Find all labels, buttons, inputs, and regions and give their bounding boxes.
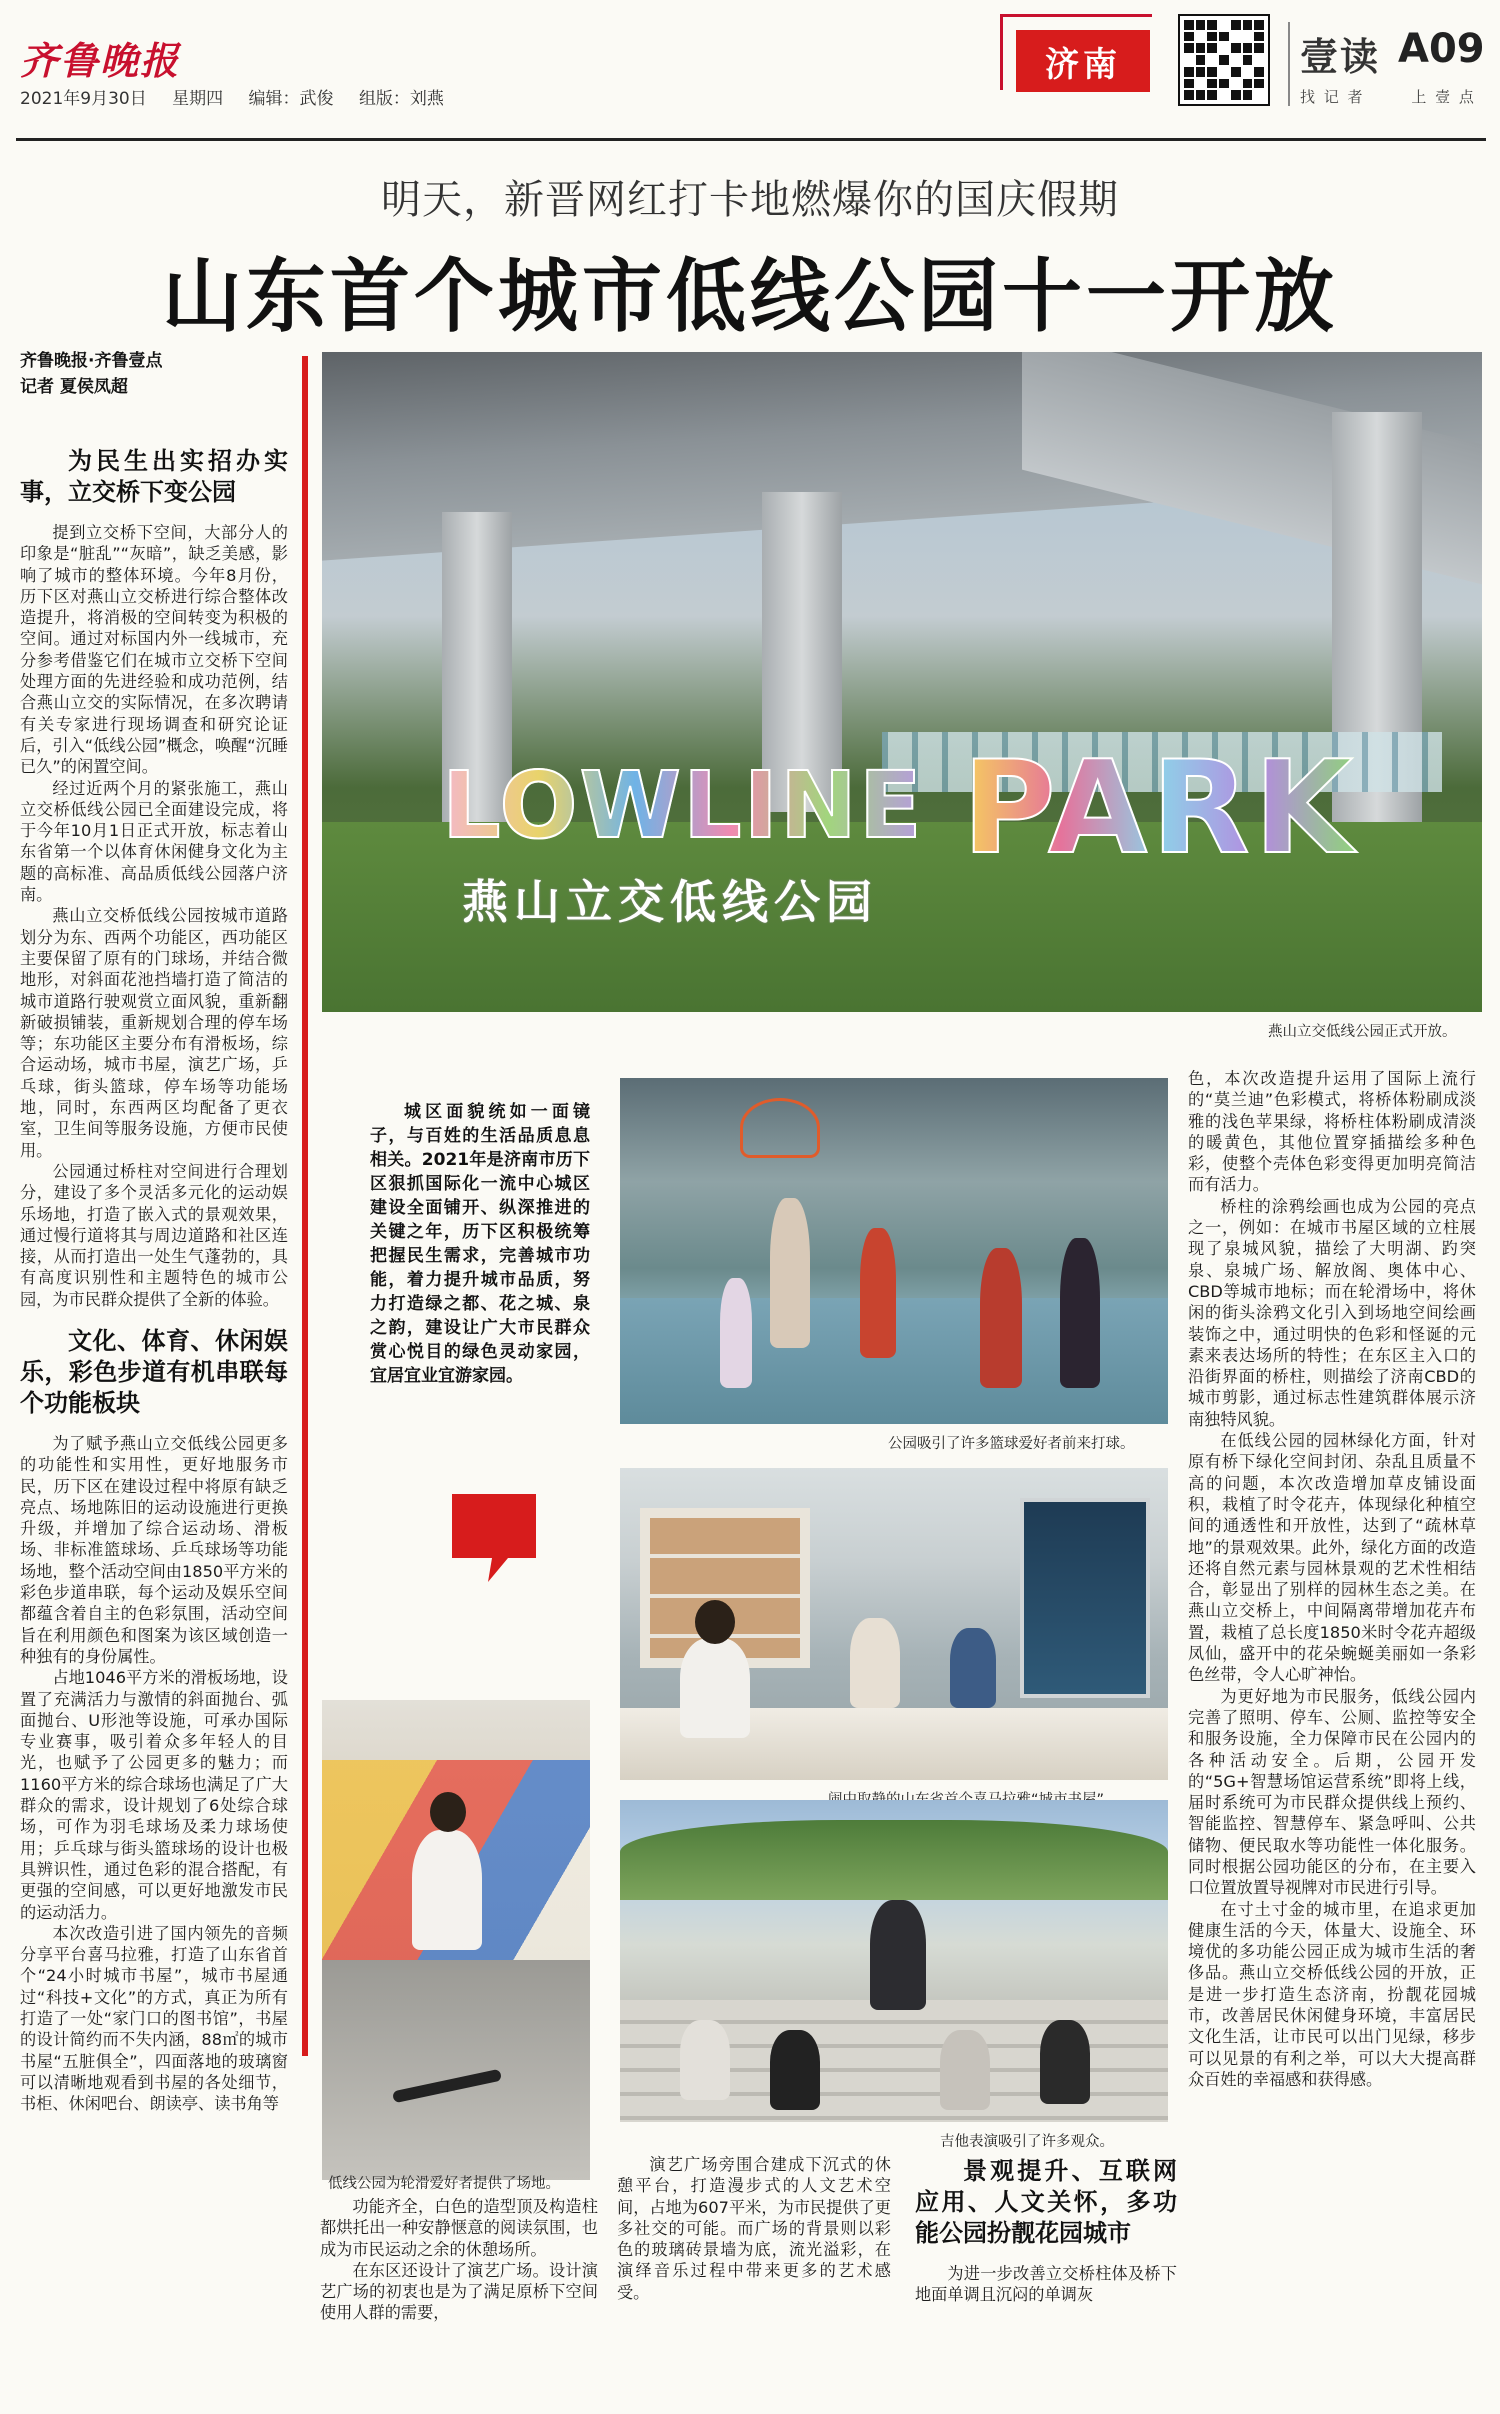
issue-weekday: 星期四 — [172, 89, 224, 109]
paragraph: 色，本次改造提升运用了国际上流行的“莫兰迪”色彩模式，将桥体粉刷成淡雅的浅色苹果绿，将桥柱体粉刷成清淡的暖黄色，其他位置穿插描绘多种色彩，使整个壳体色彩变得更加明亮简洁而有活力。 — [1188, 1069, 1476, 1195]
paragraph: 本次改造引进了国内领先的音频分享平台喜马拉雅，打造了山东省首个“24小时城市书屋”，城市书屋通过“科技+文化”的方式，真正为所有打造了一处“家门口的图书馆”，书屋的设计简约而不失内涵，88㎡的城市书屋“五脏俱全”，四面落地的玻璃窗可以清晰地观看到书屋的各处细节，书柜、休闲吧台、朗读亭、读书角等 — [20, 1923, 288, 2114]
paragraph: 为进一步改善立交桥柱体及桥下地面单调且沉闷的单调灰 — [915, 2264, 1177, 2305]
paragraph: 演艺广场旁围合建成下沉式的休憩平台，打造漫步式的人文艺术空间，占地为607平米，为市民提供了更多社交的可能。而广场的背景则以彩色的玻璃砖景墙为底，流光溢彩，在演绎音乐过程中带来更多的艺术感受。 — [617, 2155, 891, 2302]
paragraph: 公园通过桥柱对空间进行合理划分，建设了多个灵活多元化的运动娱乐场地，打造了嵌入式的景观效果，通过慢行道将其与周边道路和社区连接，从而打造出一处生气蓬勃的，具有高度识别性和主题特色的城市公园，为市民群众提供了全新的体验。 — [20, 1161, 288, 1309]
photo-caption-skateboard: 低线公园为轮滑爱好者提供了场地。 — [328, 2176, 560, 2192]
byline — [20, 348, 162, 400]
paragraph: 在低线公园的园林绿化方面，针对原有桥下绿化空间封闭、杂乱且质量不高的问题，本次改造增加草皮铺设面积，栽植了时令花卉，体现绿化种植空间的通透性和开放性，达到了“疏林草地”的景观效果。此外，绿化方面的改造还将自然元素与园林景观的艺术性相结合，彰显出了别样的园林生态之美。在燕山立交桥上，中间隔离带增加花卉布置，栽植了总长度1850米时令花卉超级凤仙，盛开中的花朵蜿蜒美丽如一条彩色丝带，令人心旷神怡。 — [1188, 1431, 1476, 1685]
sign-chinese: 燕山立交低线公园 — [462, 875, 878, 929]
skate-ramp — [322, 1960, 590, 2180]
player — [980, 1248, 1022, 1388]
quote-mark-icon — [448, 1490, 540, 1586]
qr-code-icon[interactable] — [1178, 14, 1270, 106]
reader-head — [695, 1600, 735, 1644]
editor-quote — [370, 1100, 590, 1388]
paragraph: 为更好地为市民服务，低线公园内完善了照明、停车、公厕、监控等安全和服务设施，全力保障市民在公园内的各种活动安全。后期，公园开发的“5G+智慧场馆运营系统”即将上线，届时系统可为市民群众提供线上预约、智能监控、智慧停车、紧急呼叫、公共储物、便民取水等功能性一体化服务。同时根据公园功能区的分布，在主要入口位置放置导视牌对市民进行引导。 — [1188, 1686, 1476, 1898]
player — [1060, 1238, 1100, 1388]
tree-line — [620, 1820, 1168, 1900]
photo-caption-basketball: 公园吸引了许多篮球爱好者前来打球。 — [888, 1436, 1135, 1452]
photo-city-bookstore — [620, 1468, 1168, 1780]
tagline-left: 找 记 者 — [1300, 88, 1365, 106]
editor-credit: 编辑：武俊 — [248, 89, 334, 109]
basketball-hoop — [740, 1098, 820, 1158]
masthead — [0, 0, 1500, 140]
paragraph: 在寸土寸金的城市里，在追求更加健康生活的今天，体量大、设施全、环境优的多功能公园正成为城市生活的奢侈品。燕山立交桥低线公园的开放，正是进一步打造生态济南，扮靓花园城市，改善居民休闲健身环境，丰富居民文化生活，让市民可以出门见绿，移步可以见景的有利之举，可以大大提高群众百姓的幸福感和获得感。 — [1188, 1899, 1476, 2089]
paragraph: 燕山立交桥低线公园按城市道路划分为东、西两个功能区，西功能区主要保留了原有的门球场，并结合微地形，对斜面花池挡墙打造了简洁的城市道路行驶观赏立面风貌，重新翻新破损铺装，重新规划合理的停车场等；东功能区主要分布有滑板场，综合运动场，城市书屋，演艺广场，乒乓球，街头篮球，停车场等功能场地，同时，东西两区均配备了更衣室，卫生间等服务设施，方便市民使用。 — [20, 906, 288, 1160]
article-headline: 山东首个城市低线公园十一开放 — [162, 250, 1338, 343]
city-tag: 济南 — [1016, 30, 1150, 92]
subhead-3: 景观提升、互联网应用、人文关怀，多功能公园扮靓花园城市 — [915, 2157, 1177, 2247]
paragraph: 占地1046平方米的滑板场地，设置了充满活力与激情的斜面抛台、弧面抛台、U形池等设施，可承办国际专业赛事，吸引着众多年轻人的目光，也赋予了公园更多的魅力；而1160平方米的综合球场也满足了广大群众的需求，设计规划了6处综合球场，可作为羽毛球场及柔力球场使用；乒乓球与街头篮球场的设计也极具辨识性，通过色彩的混合搭配，有更强的空间感，可以更好地激发市民的运动活力。 — [20, 1668, 288, 1922]
quote-text: 城区面貌统如一面镜子，与百姓的生活品质息息相关。2021年是济南市历下区狠抓国际化一流中心城区建设全面铺开、纵深推进的关键之年，历下区积极统筹把握民生需求，完善城市功能，着力提升城市品质，努力打造绿之都、花之城、泉之韵，建设让广大市民群众赏心悦目的绿色灵动家园，宜居宜业宜游家园。 — [370, 1102, 590, 1386]
bookstore-entrance — [1020, 1498, 1150, 1698]
newspaper-logo: 齐鲁晚报 — [20, 38, 181, 83]
subhead-1: 为民生出实招办实事，立交桥下变公园 — [20, 447, 288, 506]
article-column-3 — [617, 2154, 891, 2406]
player — [860, 1228, 896, 1358]
article-column-3b — [915, 2156, 1177, 2406]
audience-member — [940, 2030, 990, 2110]
sign-lowline: LOWLINE — [442, 752, 924, 859]
photo-caption-main: 燕山立交低线公园正式开放。 — [1268, 1024, 1457, 1040]
page-number: A09 — [1398, 26, 1485, 72]
paragraph: 为了赋予燕山立交低线公园更多的功能性和实用性，更好地服务市民，历下区在建设过程中将原有缺乏亮点、场地陈旧的运动设施进行更换升级，并增加了综合运动场、滑板场、非标准篮球场、乒乓球场等功能场地，整个活动空间由1850平方米的彩色步道串联，每个运动及娱乐空间都蕴含着自主的色彩氛围，活动空间旨在利用颜色和图案为该区域创造一种独有的身份属性。 — [20, 1433, 288, 1666]
audience-member — [1040, 2020, 1090, 2104]
article-kicker: 明天，新晋网红打卡地燃爆你的国庆假期 — [381, 177, 1119, 223]
subhead-2: 文化、体育、休闲娱乐，彩色步道有机串联每个功能板块 — [20, 1326, 288, 1417]
audience-member — [770, 2030, 820, 2110]
dateline — [20, 84, 464, 109]
reader — [850, 1618, 900, 1708]
paragraph: 在东区还设计了演艺广场。设计演艺广场的初衷也是为了满足原桥下空间使用人群的需要， — [320, 2260, 598, 2323]
section-name: 壹读 — [1300, 35, 1381, 79]
header-divider — [1288, 22, 1290, 106]
article-column-2 — [320, 2196, 598, 2406]
paragraph: 桥柱的涂鸦绘画也成为公园的亮点之一，例如：在城市书屋区域的立柱展现了泉城风貌，描绘了大明湖、趵突泉、泉城广场、解放阁、奥体中心、CBD等城市地标；而在轮滑场中，将休闲的街头涂鸦文化引入到场地空间绘画装饰之中，通过明快的色彩和怪诞的元素来表达场所的特性；在东区主入口的沿街界面的桥柱，则描绘了济南CBD的城市剪影，通过标志性建筑群体展示济南独特风貌。 — [1188, 1196, 1476, 1429]
byline-source: 齐鲁晚报·齐鲁壹点 — [20, 351, 163, 371]
player — [720, 1278, 752, 1388]
reader — [680, 1638, 750, 1738]
photo-basketball — [620, 1078, 1168, 1424]
photo-lowline-park-sign — [322, 352, 1482, 1012]
byline-reporter: 记者 夏侯凤超 — [20, 377, 128, 397]
skateboarder — [412, 1830, 482, 1950]
guitarist — [870, 1900, 926, 2010]
issue-date: 2021年9月30日 — [20, 89, 147, 109]
tagline — [1300, 86, 1500, 107]
audience-member — [680, 2020, 730, 2100]
article-column-4 — [1188, 1068, 1476, 2408]
paragraph: 经过近两个月的紧张施工，燕山立交桥低线公园已全面建设完成，将于今年10月1日正式开放，标志着山东省第一个以体育休闲健身文化为主题的高标准、高品质低线公园落户济南。 — [20, 778, 288, 905]
sign-park: PARK — [962, 734, 1357, 883]
header-rule — [16, 138, 1486, 141]
skateboarder-head — [430, 1792, 466, 1832]
paragraph: 提到立交桥下空间，大部分人的印象是“脏乱”“灰暗”，缺乏美感，影响了城市的整体环境。今年8月份，历下区对燕山立交桥进行综合整体改造提升，将消极的空间转变为积极的空间。通过对标国内外一线城市，充分参考借鉴它们在城市立交桥下空间处理方面的先进经验和成功范例，结合燕山立交的实际情况，在多次聘请有关专家进行现场调查和研究论证后，引入“低线公园”概念，唤醒“沉睡已久”的闲置空间。 — [20, 523, 288, 777]
article-column-1 — [20, 430, 288, 2400]
photo-guitar-performance — [620, 1800, 1168, 2122]
player — [770, 1198, 810, 1348]
reader — [950, 1628, 996, 1708]
tagline-right: 上 壹 点 — [1411, 88, 1476, 106]
paragraph: 功能齐全，白色的造型顶及构造柱都烘托出一种安静惬意的阅读氛围，也成为市民运动之余的休憩场所。 — [320, 2197, 598, 2259]
designer-credit: 组版：刘燕 — [358, 89, 444, 109]
red-accent-bar — [302, 356, 308, 2056]
photo-skateboarder — [322, 1700, 590, 2180]
photo-caption-guitar: 吉他表演吸引了许多观众。 — [940, 2134, 1114, 2150]
